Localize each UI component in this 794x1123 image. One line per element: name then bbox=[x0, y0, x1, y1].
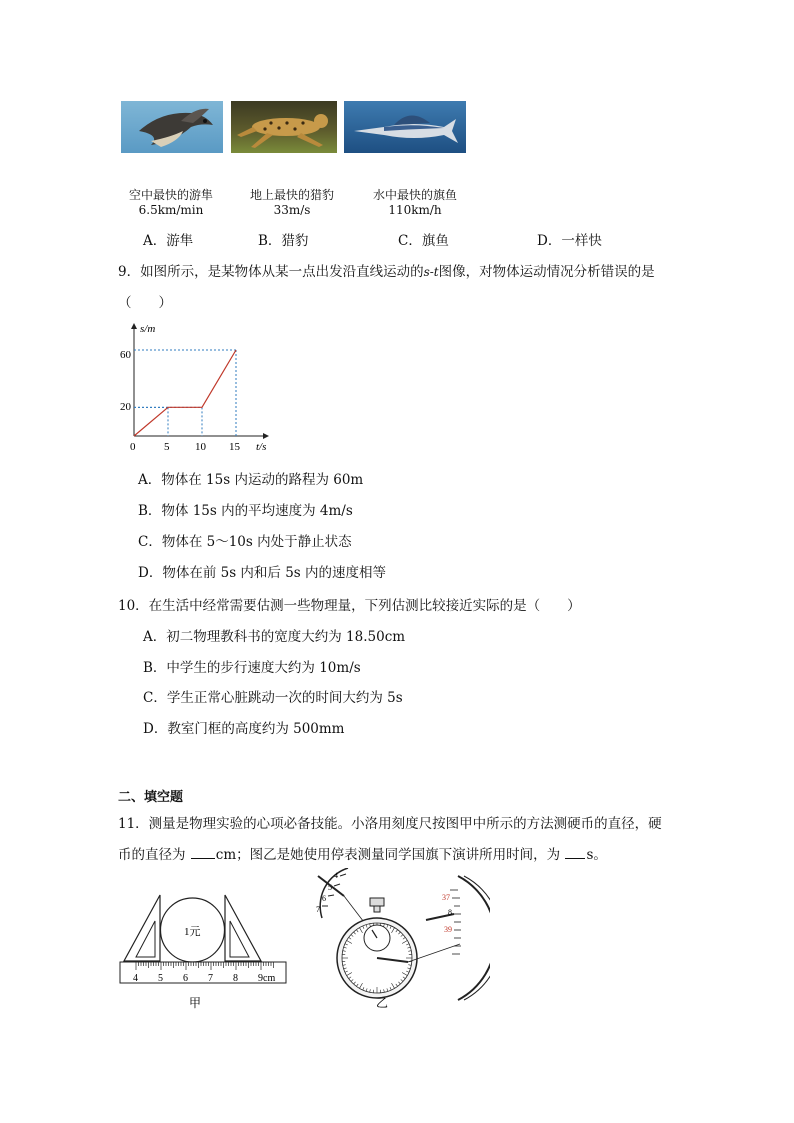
caption-yi: 乙 bbox=[376, 996, 389, 1010]
q9-stem-part2: 图像，对物体运动情况分析错误的是 bbox=[438, 264, 655, 280]
q8-option-d: D．一样快 bbox=[537, 233, 602, 249]
answer-blank-1[interactable] bbox=[191, 846, 215, 859]
x-tick-15: 15 bbox=[229, 441, 240, 453]
q9-stem-part1: 9．如图所示，是某物体从某一点出发沿直线运动的 bbox=[118, 264, 424, 280]
q10-stem: 10．在生活中经常需要估测一些物理量，下列估测比较接近实际的是（ ） bbox=[118, 598, 581, 614]
y-tick-60: 60 bbox=[120, 349, 131, 361]
cheetah-label: 地上最快的猎豹 bbox=[249, 188, 334, 202]
q8-option-a: A．游隼 bbox=[143, 233, 194, 249]
minute-tick-7: 7 bbox=[316, 905, 320, 914]
sailfish-speed: 110km/h bbox=[388, 203, 442, 217]
q11-line2-part3: s。 bbox=[586, 847, 607, 863]
q9-stem-var: s-t bbox=[423, 265, 439, 279]
st-line bbox=[134, 350, 236, 436]
answer-blank-2[interactable] bbox=[565, 846, 585, 859]
x-tick-10: 10 bbox=[195, 441, 206, 453]
sailfish-caption bbox=[359, 188, 471, 218]
falcon-label: 空中最快的游隼 bbox=[128, 188, 213, 202]
second-tick-8: 8 bbox=[448, 908, 452, 917]
cheetah-image bbox=[231, 101, 337, 153]
cheetah-caption bbox=[236, 188, 348, 218]
q10-option-b: B．中学生的步行速度大约为 10m/s bbox=[143, 660, 361, 676]
falcon-speed: 6.5km/min bbox=[138, 203, 204, 217]
sailfish-label: 水中最快的旗鱼 bbox=[372, 188, 457, 202]
q9-option-b: B．物体 15s 内的平均速度为 4m/s bbox=[138, 503, 353, 519]
q10-option-c: C．学生正常心脏跳动一次的时间大约为 5s bbox=[143, 690, 403, 706]
ruler-label-8: 8 bbox=[233, 973, 238, 984]
st-graph bbox=[112, 320, 282, 455]
minute-tick-4: 4 bbox=[334, 871, 338, 880]
ruler-label-7: 7 bbox=[208, 973, 213, 984]
q10-option-d: D．教室门框的高度约为 500mm bbox=[143, 721, 345, 737]
q8-option-b: B．猎豹 bbox=[258, 233, 309, 249]
cheetah-speed: 33m/s bbox=[273, 203, 311, 217]
caption-jia: 甲 bbox=[189, 996, 202, 1010]
ruler-label-4: 4 bbox=[133, 973, 138, 984]
stopwatch-crown[interactable] bbox=[370, 898, 384, 906]
y-axis-label: s/m bbox=[140, 323, 156, 335]
q9-option-a: A．物体在 15s 内运动的路程为 60m bbox=[138, 472, 364, 488]
q10-option-a: A．初二物理教科书的宽度大约为 18.50cm bbox=[143, 629, 406, 645]
ruler-label-6: 6 bbox=[183, 973, 188, 984]
x-tick-0: 0 bbox=[130, 441, 136, 453]
q9-paren: （ ） bbox=[118, 295, 172, 311]
q11-line1: 11．测量是物理实验的心项必备技能。小洛用刻度尺按图甲中所示的方法测硬币的直径，硬 bbox=[118, 816, 662, 832]
ruler-label-9cm: 9cm bbox=[258, 973, 276, 984]
x-tick-5: 5 bbox=[164, 441, 170, 453]
y-tick-20: 20 bbox=[120, 401, 131, 413]
minute-tick-6: 6 bbox=[322, 894, 326, 903]
q11-line2-part1: 币的直径为 bbox=[118, 847, 186, 863]
falcon-caption bbox=[115, 188, 227, 218]
q9-stem bbox=[118, 260, 655, 280]
q9-option-d: D．物体在前 5s 内和后 5s 内的速度相等 bbox=[138, 565, 387, 581]
second-tick-37: 37 bbox=[442, 893, 450, 902]
q8-option-c: C．旗鱼 bbox=[398, 233, 449, 249]
coin-label: 1元 bbox=[184, 926, 201, 938]
second-tick-39: 39 bbox=[444, 925, 452, 934]
minute-tick-5: 5 bbox=[328, 883, 332, 892]
section-title: 二、填空题 bbox=[118, 790, 184, 805]
q11-line2-part2: cm；图乙是她使用停表测量同学国旗下演讲所用时间，为 bbox=[215, 847, 561, 863]
falcon-image bbox=[121, 101, 223, 153]
q11-line2 bbox=[118, 843, 607, 863]
figure-jia bbox=[118, 885, 293, 1013]
sailfish-image bbox=[344, 101, 466, 153]
second-scale-arc bbox=[458, 876, 490, 1000]
x-axis-label: t/s bbox=[256, 441, 267, 453]
q9-option-c: C．物体在 5～10s 内处于静止状态 bbox=[138, 534, 352, 550]
figure-yi bbox=[300, 868, 490, 1013]
ruler-label-5: 5 bbox=[158, 973, 163, 984]
